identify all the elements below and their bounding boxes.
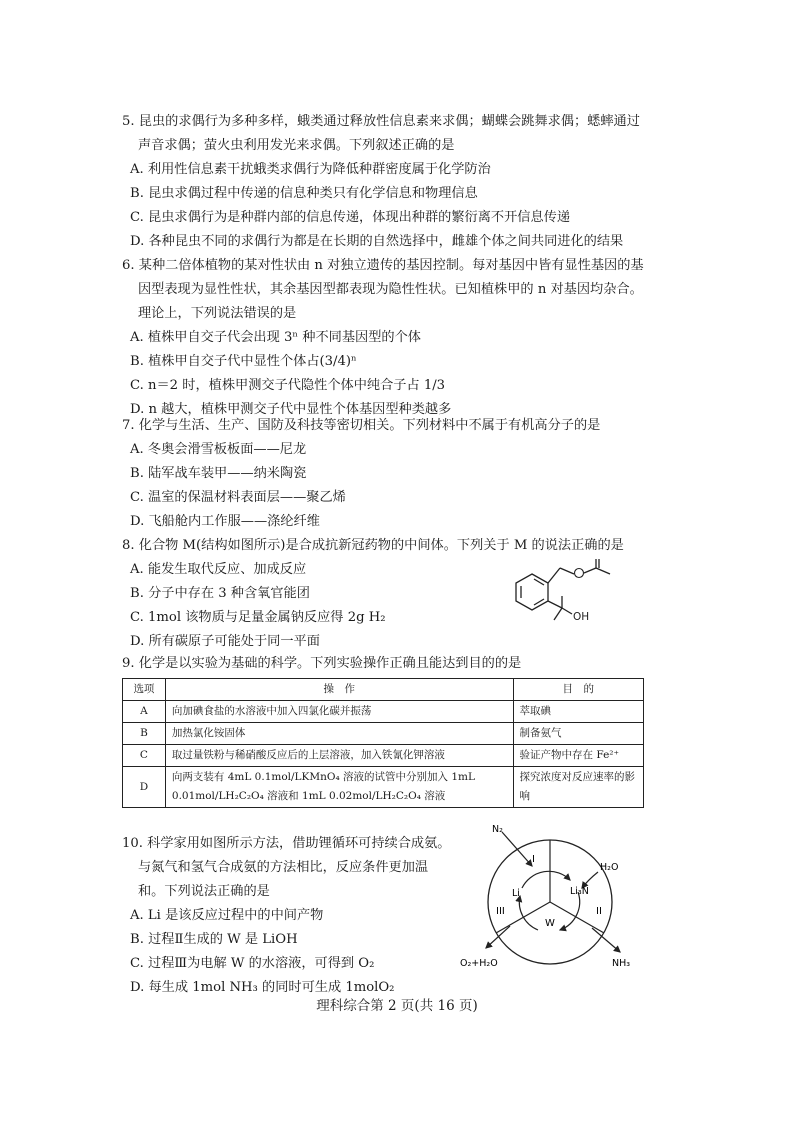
option-a: A. Li 是该反应过程中的中间产物 [130,908,324,923]
question-7-stem: 7. 化学与生活、生产、国防及科技等密切相关。下列材料中不属于有机高分子的是 [122,418,601,433]
option-a: A. 能发生取代反应、加成反应 [130,562,307,577]
row-option: D [123,767,166,808]
option-b: B. 昆虫求偶过程中传递的信息种类只有化学信息和物理信息 [130,186,478,201]
question-6-stem: 6. 某种二倍体植物的某对性状由 n 对独立遗传的基因控制。每对基因中皆有显性基因的基因型表现为显性性状，其余基因型都表现为隐性性状。已知植株甲的 n 对基因均杂合。理论上，下列说法错误的是 [122,258,644,321]
row-operation: 加热氯化铵固体 [165,723,513,745]
hydroxyl-label: OH [573,611,590,623]
header-purpose: 目 的 [513,679,643,701]
option-d: D. 所有碳原子可能处于同一平面 [130,634,320,649]
step-2-label: II [596,906,602,917]
question-10-options [122,904,452,1000]
question-7 [122,414,652,534]
option-b: B. 分子中存在 3 种含氧官能团 [130,586,310,601]
step-3-label: III [496,906,505,917]
row-option: A [123,701,166,723]
table-row [123,767,644,808]
question-6 [122,254,652,422]
ester-oxygen-atom [575,569,584,578]
option-d: D. 飞船舱内工作服——涤纶纤维 [130,514,320,529]
table-row [123,745,644,767]
option-b: B. 植株甲自交子代中显性个体占(3/4)ⁿ [130,354,357,369]
option-a: A. 冬奥会滑雪板板面——尼龙 [130,442,307,457]
row-purpose: 制备氨气 [513,723,643,745]
option-b: B. 陆军战车装甲——纳米陶瓷 [130,466,307,481]
lithium-cycle-diagram [450,822,650,982]
row-operation: 向加碘食盐的水溶液中加入四氯化碳并振荡 [165,701,513,723]
header-operation: 操 作 [165,679,513,701]
option-c: C. 1mol 该物质与足量金属钠反应得 2g H₂ [130,610,386,625]
w-label: W [545,918,555,929]
option-c: C. 过程Ⅲ为电解 W 的水溶液，可得到 O₂ [130,956,375,971]
nh3-label: NH₃ [612,958,631,969]
table-header-row [123,679,644,701]
row-purpose: 探究浓度对反应速率的影响 [513,767,643,808]
question-10 [122,832,452,904]
row-purpose: 验证产物中存在 Fe²⁺ [513,745,643,767]
question-5-stem: 5. 昆虫的求偶行为多种多样，蛾类通过释放性信息素来求偶；蝴蝶会跳舞求偶；蟋蟀通过声音求偶；萤火虫利用发光来求偶。下列叙述正确的是 [122,114,640,153]
li-label: Li [512,888,520,899]
h2o-label: H₂O [600,862,619,873]
page-footer: 理科综合第 2 页(共 16 页) [316,998,478,1014]
option-d: D. 各种昆虫不同的求偶行为都是在长期的自然选择中，雌雄个体之间共同进化的结果 [130,234,624,249]
step-1-label: I [532,854,535,865]
question-10-stem: 10. 科学家用如图所示方法，借助锂循环可持续合成氨。与氮气和氢气合成氨的方法相比，反应条件更加温和。下列说法正确的是 [122,836,451,899]
question-9 [122,652,652,676]
option-a: A. 利用性信息素干扰蛾类求偶行为降低种群密度属于化学防治 [130,162,491,177]
option-c: C. n＝2 时，植株甲测交子代隐性个体中纯合子占 1/3 [130,378,446,393]
option-d: D. n 越大，植株甲测交子代中显性个体基因型种类越多 [130,402,452,417]
row-operation: 向两支装有 4mL 0.1mol/LKMnO₄ 溶液的试管中分别加入 1mL 0.01mol/LH₂C₂O₄ 溶液和 1mL 0.02mol/LH₂C₂O₄ 溶液 [165,767,513,808]
row-operation: 取过量铁粉与稀硝酸反应后的上层溶液，加入铁氰化钾溶液 [165,745,513,767]
question-8-stem: 8. 化合物 M(结构如图所示)是合成抗新冠药物的中间体。下列关于 M 的说法正确的是 [122,538,624,553]
compound-m-structure [508,556,642,628]
option-c: C. 温室的保温材料表面层——聚乙烯 [130,490,346,505]
row-option: B [123,723,166,745]
table-row [123,723,644,745]
question-9-stem: 9. 化学是以实验为基础的科学。下列实验操作正确且能达到目的的是 [122,656,522,671]
option-a: A. 植株甲自交子代会出现 3ⁿ 种不同基因型的个体 [130,330,421,345]
o2-h2o-label: O₂+H₂O [460,958,498,969]
option-b: B. 过程Ⅱ生成的 W 是 LiOH [130,932,298,947]
option-d: D. 每生成 1mol NH₃ 的同时可生成 1molO₂ [130,980,395,995]
row-purpose: 萃取碘 [513,701,643,723]
table-row [123,701,644,723]
li3n-label: Li₃N [570,886,589,897]
option-c: C. 昆虫求偶行为是种群内部的信息传递，体现出种群的繁衍离不开信息传递 [130,210,571,225]
question-5 [122,110,652,254]
row-option: C [123,745,166,767]
header-option: 选项 [123,679,166,701]
n2-label: N₂ [492,824,503,835]
question-9-table [122,678,644,808]
